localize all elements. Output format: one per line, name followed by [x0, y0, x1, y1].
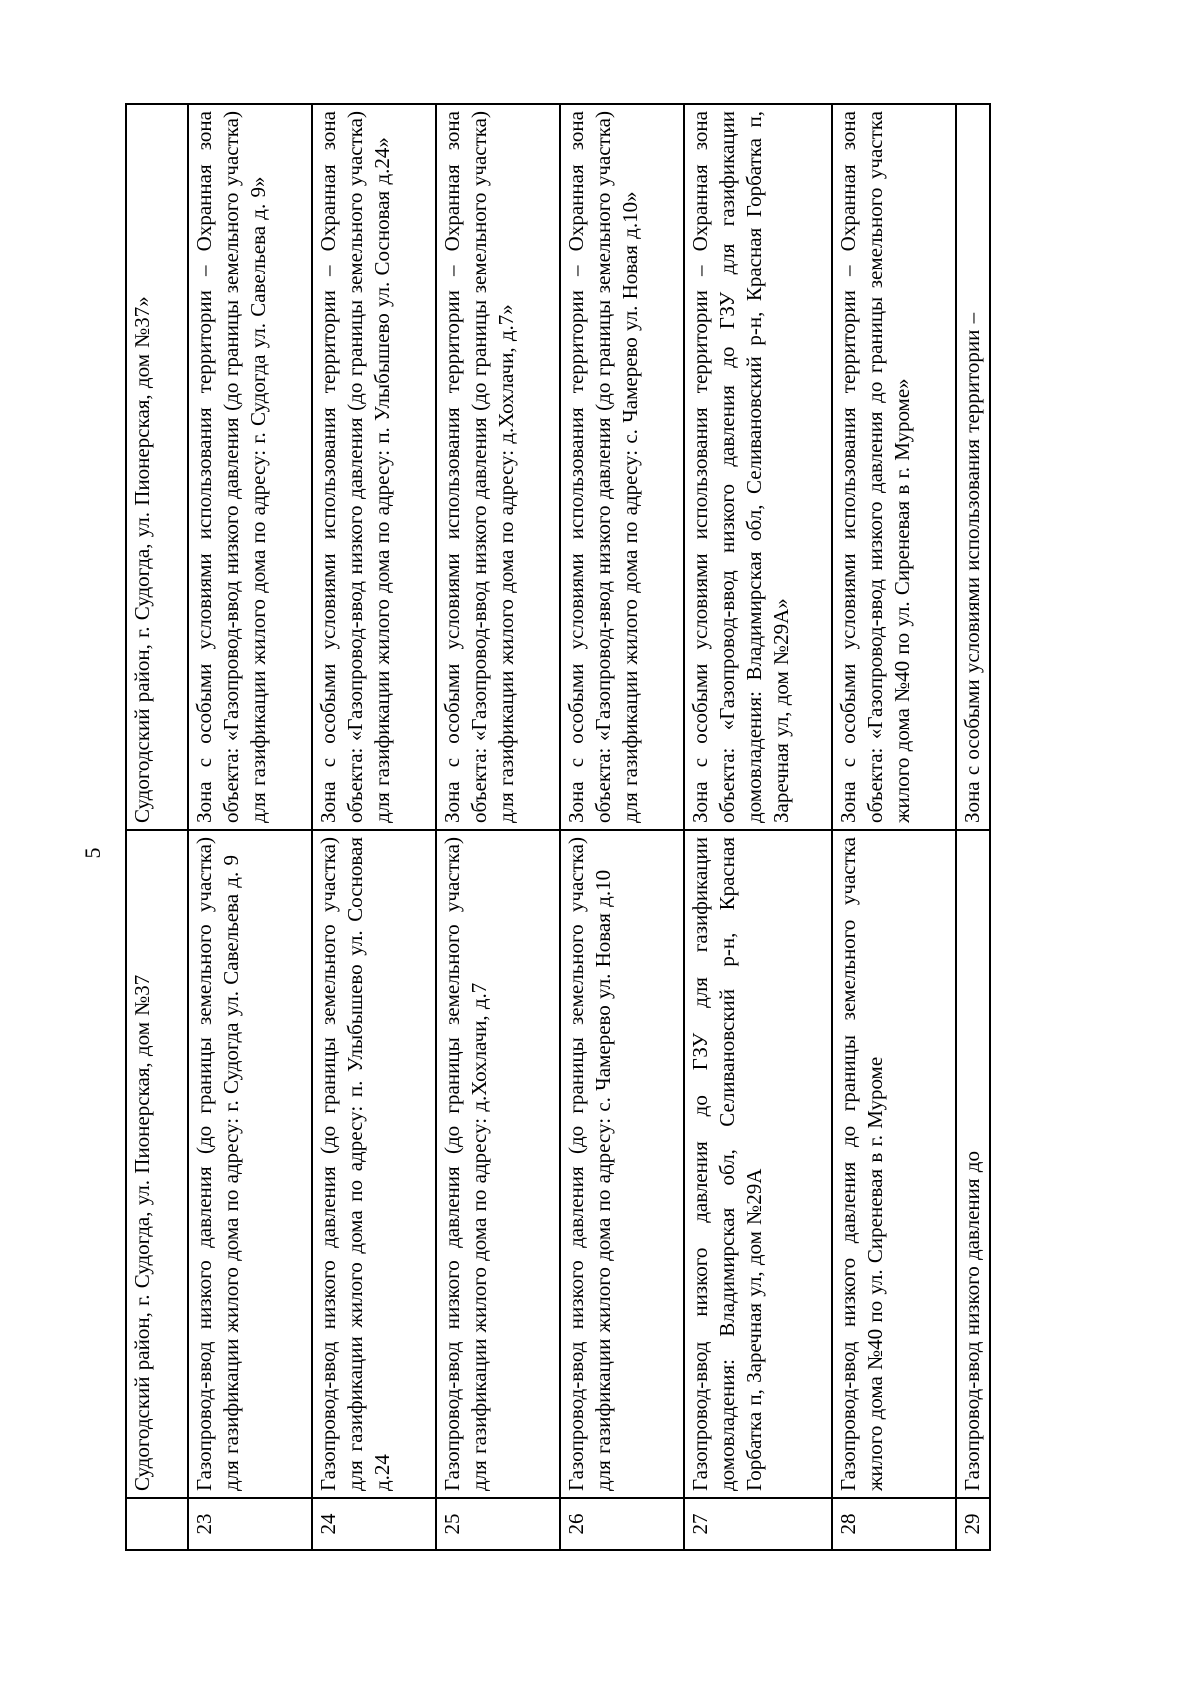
zone-cell: Зона с особыми условиями использования территории – Охранная зона объекта: «Газопровод-ввод низкого давления до ГЗУ для газификации домовладения: Владимирская обл, Селивановский р-н, Красная Горбатка п, Заречная ул, дом №29А»: [684, 104, 832, 830]
zone-cell: Зона с особыми условиями использования территории – Охранная зона объекта: «Газопровод-ввод низкого давления (до границы земельного участка) для газификации жилого дома по адресу: д.Хохлачи, д.7»: [436, 104, 560, 830]
zone-cell: Зона с особыми условиями использования территории – Охранная зона объекта: «Газопровод-ввод низкого давления (до границы земельного участка) для газификации жилого дома по адресу: с. Чамерево ул. Новая д.10»: [560, 104, 684, 830]
zone-cell: Зона с особыми условиями использования территории –: [956, 104, 990, 830]
object-cell: Газопровод-ввод низкого давления до границы земельного участка жилого дома №40 по ул. Сиреневая в г. Муроме: [832, 830, 956, 1498]
zone-cell: Зона с особыми условиями использования территории – Охранная зона объекта: «Газопровод-ввод низкого давления до границы земельного участка жилого дома №40 по ул. Сиреневая в г. Муроме»: [832, 104, 956, 830]
table-row: [312, 104, 436, 1550]
row-number: 23: [188, 1498, 312, 1550]
zone-cell: Зона с особыми условиями использования территории – Охранная зона объекта: «Газопровод-ввод низкого давления (до границы земельного участка) для газификации жилого дома по адресу: г. Судогда ул. Савельева д. 9»: [188, 104, 312, 830]
row-number: 29: [956, 1498, 990, 1550]
object-cell: Газопровод-ввод низкого давления (до границы земельного участка) для газификации жилого дома по адресу: г. Судогда ул. Савельева д. 9: [188, 830, 312, 1498]
object-cell: Газопровод-ввод низкого давления (до границы земельного участка) для газификации жилого дома по адресу: с. Чамерево ул. Новая д.10: [560, 830, 684, 1498]
table-row: [436, 104, 560, 1550]
table-row: [832, 104, 956, 1550]
row-number: [126, 1498, 188, 1550]
table-row: [188, 104, 312, 1550]
table-row: [684, 104, 832, 1550]
row-number: 24: [312, 1498, 436, 1550]
object-cell: Газопровод-ввод низкого давления до ГЗУ для газификации домовладения: Владимирская обл, Селивановский р-н, Красная Горбатка п, Заречная ул, дом №29А: [684, 830, 832, 1498]
rotated-table-container: [125, 105, 1117, 1551]
table-row: [560, 104, 684, 1550]
object-cell: Газопровод-ввод низкого давления (до границы земельного участка) для газификации жилого дома по адресу: д.Хохлачи, д.7: [436, 830, 560, 1498]
table-row: [126, 104, 188, 1550]
row-number: 28: [832, 1498, 956, 1550]
zones-table: [125, 103, 991, 1551]
table-row: [956, 104, 990, 1550]
page-number: 5: [80, 847, 105, 859]
row-number: 26: [560, 1498, 684, 1550]
row-number: 25: [436, 1498, 560, 1550]
object-cell: Судогодский район, г. Судогда, ул. Пионерская, дом №37: [126, 830, 188, 1498]
zone-cell: Зона с особыми условиями использования территории – Охранная зона объекта: «Газопровод-ввод низкого давления (до границы земельного участка) для газификации жилого дома по адресу: п. Улыбышево ул. Сосновая д.24»: [312, 104, 436, 830]
zone-cell: Судогодский район, г. Судогда, ул. Пионерская, дом №37»: [126, 104, 188, 830]
object-cell: Газопровод-ввод низкого давления (до границы земельного участка) для газификации жилого дома по адресу: п. Улыбышево ул. Сосновая д.24: [312, 830, 436, 1498]
object-cell: Газопровод-ввод низкого давления до: [956, 830, 990, 1498]
row-number: 27: [684, 1498, 832, 1550]
